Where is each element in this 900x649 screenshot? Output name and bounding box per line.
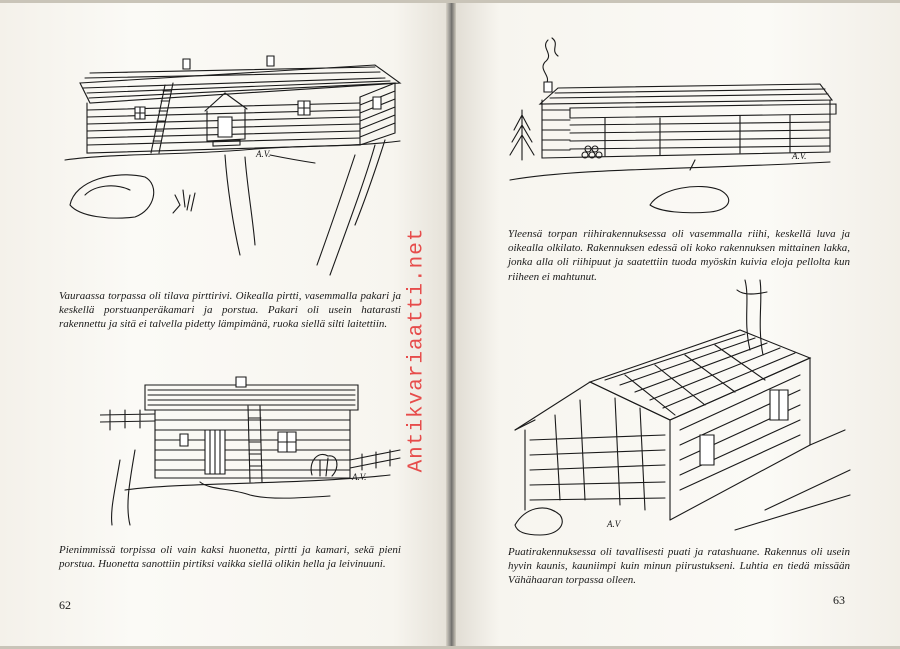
artist-signature-3: A.V. (792, 151, 807, 161)
watermark-text: Antikvariaatti.net (405, 227, 429, 473)
artist-signature-4: A.V (607, 519, 621, 529)
illustration-storehouse (505, 270, 855, 540)
caption-threshing-barn: Yleensä torpan riihirakennuksessa oli vasemmalla riihi, keskellä luva ja oikealla olkilato. Rakennuksen edessä oli koko rakennuksen mittainen lakka, jonka alla oli riihipuut ja saatettiin tuoda myöskin kuivia eloja pellolta kun riiheen ei mahtunut. (508, 228, 850, 283)
artist-signature-1: A.V. (256, 149, 271, 159)
page-top-edge (0, 0, 900, 3)
artist-signature-2: A.V. (352, 472, 367, 482)
caption-small-cottage: Pienimmissä torpissa oli vain kaksi huonetta, pirtti ja kamari, sekä pieni porstua. Huonetta sanottiin pirtiksi vaikka siellä olikin hella ja leivinuuni. (59, 544, 401, 571)
illustration-small-cottage (100, 370, 410, 530)
caption-farmhouse: Vauraassa torpassa oli tilava pirttirivi. Oikealla pirtti, vasemmalla pakari ja keskellä porstuanperäkamari ja porstua. Pakari oli usein hatarasti rakennettu ja sitä ei talvella pidetty lämpimänä, ruoka siellä silti laitettiin. (59, 290, 401, 331)
caption-storehouse: Puatirakennuksessa oli tavallisesti puati ja ratashuane. Rakennus oli usein hyvin kaunis, kauniimpi kuin minun piirustukseni. Luhtia en tiedä missään Vähähaaran torpassa olleen. (508, 546, 850, 587)
page-number-right: 63 (833, 593, 845, 607)
illustration-threshing-barn (500, 30, 850, 225)
book-gutter (446, 0, 456, 649)
illustration-farmhouse-long (55, 45, 415, 285)
page-number-left: 62 (59, 598, 71, 612)
watermark (399, 227, 435, 473)
